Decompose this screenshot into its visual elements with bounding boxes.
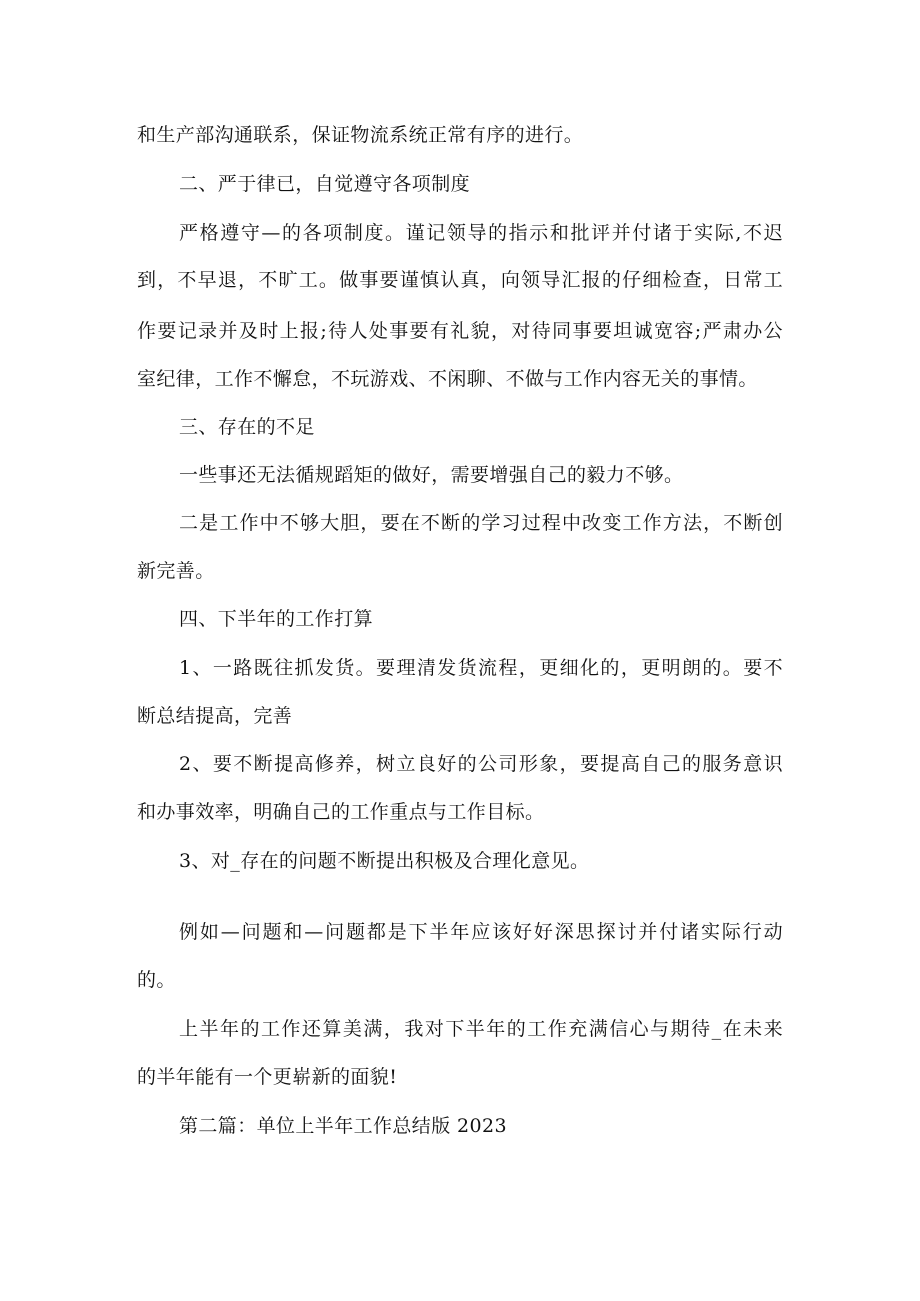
text-line: 室纪律，工作不懈怠，不玩游戏、不闲聊、不做与工作内容无关的事情。 (137, 368, 758, 390)
section-heading: 三、存在的不足 (179, 416, 315, 438)
text-line: 和生产部沟通联系，保证物流系统正常有序的进行。 (137, 124, 584, 146)
text-line: 例如—问题和—问题都是下半年应该好好深思探讨并付诸实际行动 (179, 921, 783, 943)
text-line: 和办事效率，明确自己的工作重点与工作目标。 (137, 801, 545, 823)
section-heading: 第二篇：单位上半年工作总结版 2023 (179, 1115, 507, 1137)
section-heading: 四、下半年的工作打算 (179, 608, 374, 630)
text-line: 新完善。 (137, 560, 215, 582)
text-line: 一些事还无法循规蹈矩的做好，需要增强自己的毅力不够。 (179, 464, 684, 486)
text-line: 的半年能有一个更崭新的面貌! (137, 1066, 398, 1088)
text-line: 的。 (137, 969, 176, 991)
text-line: 上半年的工作还算美满，我对下半年的工作充满信心与期待_在未来 (179, 1018, 783, 1040)
text-line: 二是工作中不够大胆，要在不断的学习过程中改变工作方法，不断创 (179, 512, 783, 534)
text-line: 严格遵守—的各项制度。谨记领导的指示和批评并付诸于实际,不迟 (179, 222, 783, 244)
text-line: 2、要不断提高修养，树立良好的公司形象，要提高自己的服务意识 (179, 753, 783, 775)
text-line: 断总结提高，完善 (137, 705, 293, 727)
section-heading: 二、严于律已，自觉遵守各项制度 (179, 173, 471, 195)
text-line: 作要记录并及时上报;待人处事要有礼貌，对待同事要坦诚宽容;严肃办公 (137, 320, 783, 342)
text-line: 到，不早退，不旷工。做事要谨慎认真，向领导汇报的仔细检查，日常工 (137, 269, 783, 291)
text-line: 1、一路既往抓发货。要理清发货流程，更细化的，更明朗的。要不 (179, 657, 783, 679)
text-line: 3、对_存在的问题不断提出积极及合理化意见。 (179, 850, 590, 872)
